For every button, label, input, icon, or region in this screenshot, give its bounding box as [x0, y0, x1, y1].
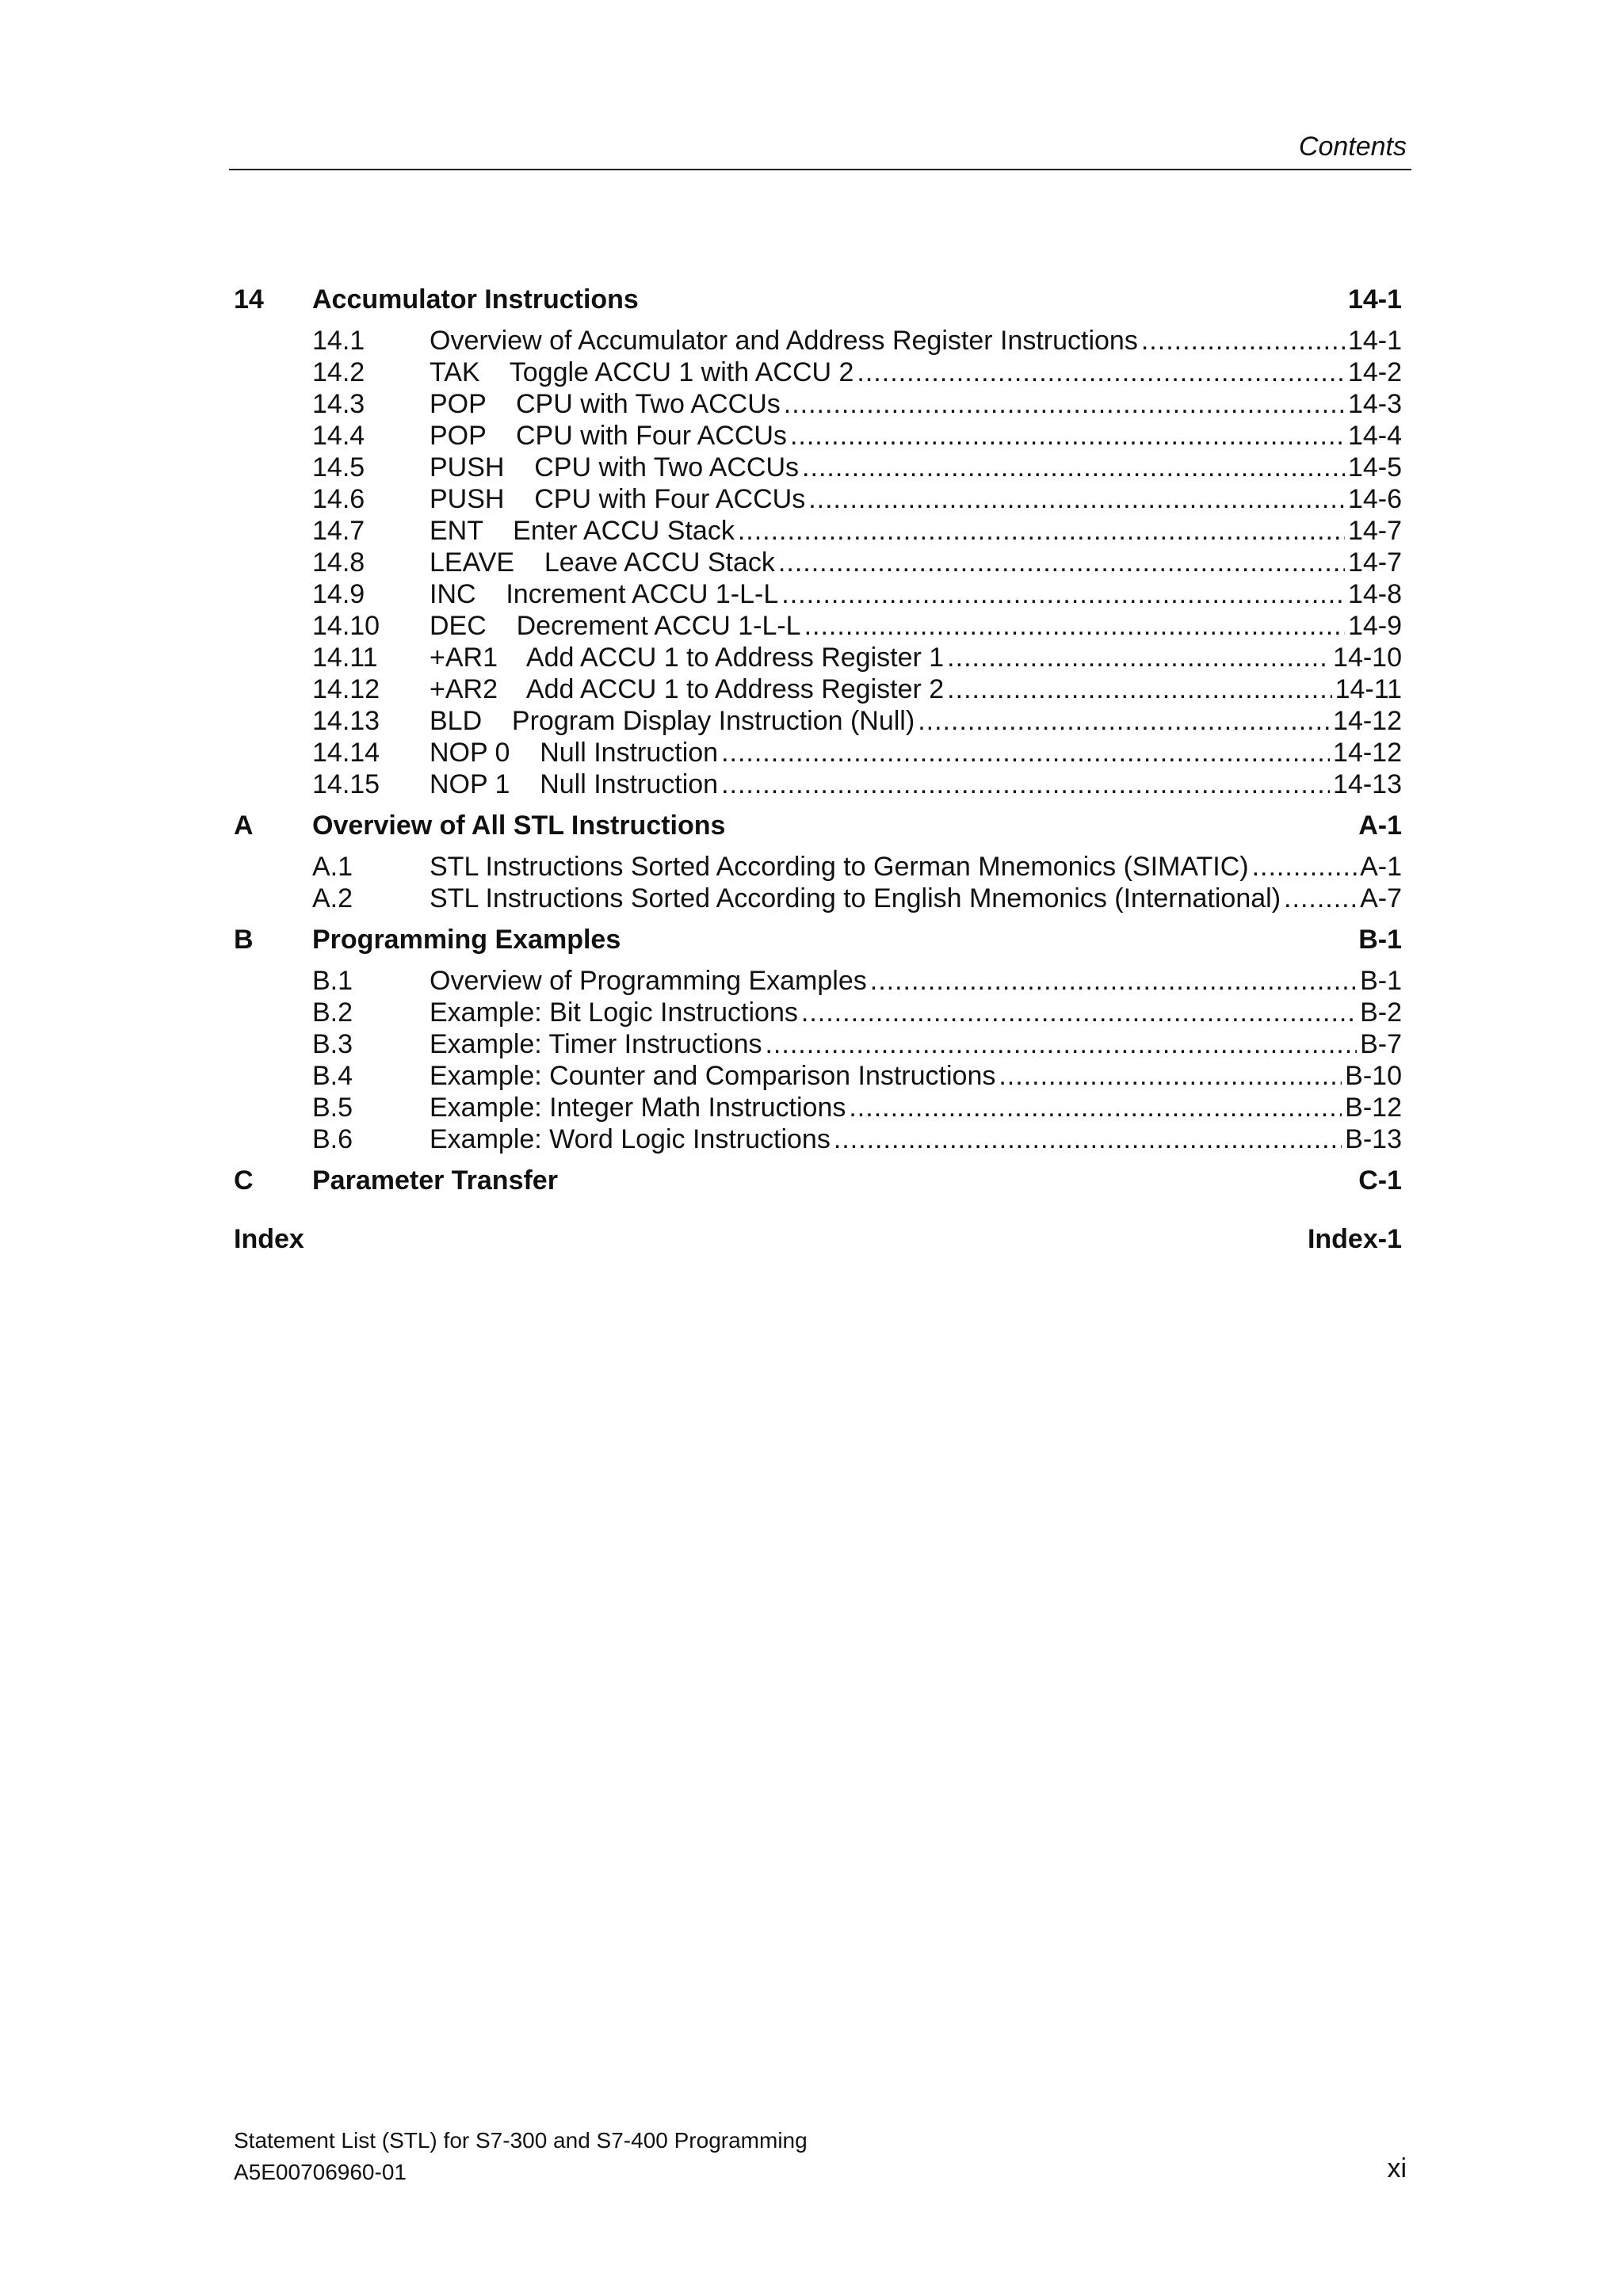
toc-entry-number: 14.11 — [312, 643, 378, 673]
toc-dot-leader — [849, 1092, 1342, 1123]
toc-entry-title: INC Increment ACCU 1-L-L — [430, 579, 779, 609]
toc-dot-leader — [802, 452, 1345, 483]
toc-dot-leader — [999, 1060, 1342, 1092]
toc-chapter-title: Overview of All STL Instructions — [312, 810, 726, 841]
toc-chapter-title: Parameter Transfer — [312, 1165, 558, 1196]
toc-entry-number: 14.2 — [312, 357, 365, 387]
toc-entry-title: TAK Toggle ACCU 1 with ACCU 2 — [430, 357, 854, 387]
toc-entry — [234, 769, 1402, 800]
toc-entry — [234, 388, 1402, 420]
toc-entry-title: Example: Word Logic Instructions — [430, 1124, 831, 1154]
toc-dot-leader — [918, 705, 1330, 737]
toc-entry-page: 14-13 — [1333, 769, 1402, 799]
toc-chapter-page: C-1 — [1358, 1165, 1402, 1196]
toc-entry — [234, 705, 1402, 737]
toc-dot-leader — [778, 547, 1345, 578]
toc-entry-title: NOP 1 Null Instruction — [430, 769, 719, 799]
toc-entry-number: B.3 — [312, 1029, 353, 1059]
toc-entry — [234, 420, 1402, 452]
toc-entry-title: BLD Program Display Instruction (Null) — [430, 706, 915, 736]
toc-chapter-number: Index — [234, 1224, 304, 1254]
footer-order-number: A5E00706960-01 — [234, 2160, 407, 2184]
toc-entry-number: 14.12 — [312, 674, 380, 704]
toc-entry-number: B.6 — [312, 1124, 353, 1154]
toc-entry — [234, 642, 1402, 673]
header-rule — [229, 169, 1411, 170]
toc-entry — [234, 547, 1402, 578]
toc-entry-number: B.1 — [312, 966, 353, 996]
running-header-title: Contents — [1298, 132, 1407, 162]
toc-dot-leader — [808, 483, 1345, 515]
toc-dot-leader — [765, 1028, 1357, 1060]
toc-entry — [234, 578, 1402, 610]
toc-chapter-number: A — [234, 810, 254, 841]
toc-entry-number: 14.13 — [312, 706, 380, 736]
toc-entry — [234, 325, 1402, 357]
toc-entry-title: POP CPU with Two ACCUs — [430, 389, 781, 419]
toc-dot-leader — [1284, 883, 1357, 914]
toc-entry-page: 14-1 — [1347, 326, 1402, 356]
toc-entry-title: NOP 0 Null Instruction — [430, 738, 719, 768]
toc-chapter-title: Programming Examples — [312, 925, 621, 955]
toc-chapter-number: B — [234, 925, 254, 955]
toc-entry — [234, 1060, 1402, 1092]
toc-entry-page: A-1 — [1360, 852, 1402, 882]
footer-page-number: xi — [1387, 2153, 1407, 2183]
toc-entry-title: ENT Enter ACCU Stack — [430, 516, 735, 546]
toc-entry-page: B-1 — [1360, 966, 1402, 996]
toc-entry-page: 14-10 — [1333, 643, 1402, 673]
toc-entry-list — [234, 848, 1402, 917]
toc-entry-title: DEC Decrement ACCU 1-L-L — [430, 611, 801, 641]
toc-entry — [234, 965, 1402, 997]
toc-entry-page: 14-9 — [1347, 611, 1402, 641]
toc-entry — [234, 673, 1402, 705]
toc-entry-number: A.2 — [312, 883, 353, 913]
toc-dot-leader — [721, 737, 1330, 769]
toc-dot-leader — [857, 357, 1345, 388]
toc-entry-number: 14.4 — [312, 421, 365, 451]
toc-entry-page: B-13 — [1345, 1124, 1402, 1154]
toc-dot-leader — [947, 642, 1330, 673]
toc-entry-number: 14.10 — [312, 611, 380, 641]
toc-dot-leader — [870, 965, 1357, 997]
toc-dot-leader — [790, 420, 1345, 452]
toc-entry-list — [234, 962, 1402, 1158]
toc-entry — [234, 737, 1402, 769]
toc-chapter-page: Index-1 — [1307, 1224, 1402, 1254]
table-of-contents — [234, 277, 1402, 1276]
toc-spacer — [234, 1261, 1402, 1276]
toc-chapter-number: 14 — [234, 284, 264, 315]
toc-entry-page: A-7 — [1360, 883, 1402, 913]
toc-dot-leader — [947, 673, 1331, 705]
toc-entry — [234, 851, 1402, 883]
toc-entry-page: 14-11 — [1335, 674, 1402, 704]
toc-entry-title: Example: Integer Math Instructions — [430, 1093, 846, 1123]
toc-entry-number: 14.14 — [312, 738, 380, 768]
toc-entry-number: 14.6 — [312, 484, 365, 514]
toc-entry-page: B-12 — [1345, 1093, 1402, 1123]
toc-entry-page: 14-2 — [1347, 357, 1402, 387]
toc-entry — [234, 1092, 1402, 1123]
toc-entry-title: Example: Counter and Comparison Instructions — [430, 1061, 996, 1091]
toc-entry-number: B.4 — [312, 1061, 353, 1091]
toc-entry-page: 14-7 — [1347, 547, 1402, 578]
toc-entry — [234, 883, 1402, 914]
toc-entry-number: B.2 — [312, 997, 353, 1028]
toc-spacer — [234, 1203, 1402, 1217]
toc-entry-title: PUSH CPU with Four ACCUs — [430, 484, 806, 514]
toc-dot-leader — [1252, 851, 1357, 883]
toc-entry-page: 14-8 — [1347, 579, 1402, 609]
toc-chapter-row — [234, 803, 1402, 848]
toc-entry-title: +AR2 Add ACCU 1 to Address Register 2 — [430, 674, 945, 704]
toc-chapter-row — [234, 1217, 1402, 1261]
toc-entry-title: Example: Bit Logic Instructions — [430, 997, 798, 1028]
toc-entry — [234, 1123, 1402, 1155]
toc-entry-number: 14.5 — [312, 452, 365, 482]
toc-dot-leader — [834, 1123, 1342, 1155]
toc-entry-page: 14-12 — [1333, 706, 1402, 736]
toc-entry-title: STL Instructions Sorted According to German Mnemonics (SIMATIC) — [430, 852, 1249, 882]
footer-document-title: Statement List (STL) for S7-300 and S7-400 Programming — [234, 2128, 808, 2153]
toc-entry-page: 14-5 — [1347, 452, 1402, 482]
toc-entry-page: 14-7 — [1347, 516, 1402, 546]
toc-entry-number: 14.1 — [312, 326, 365, 356]
toc-entry-number: 14.15 — [312, 769, 380, 799]
toc-dot-leader — [1141, 325, 1345, 357]
toc-chapter-title: Accumulator Instructions — [312, 284, 639, 315]
toc-entry-title: LEAVE Leave ACCU Stack — [430, 547, 775, 578]
toc-chapter-page: 14-1 — [1347, 284, 1402, 315]
toc-entry-title: PUSH CPU with Two ACCUs — [430, 452, 800, 482]
toc-chapter-number: C — [234, 1165, 254, 1196]
toc-dot-leader — [801, 997, 1357, 1028]
toc-entry-title: Overview of Programming Examples — [430, 966, 867, 996]
toc-entry-page: B-2 — [1360, 997, 1402, 1028]
toc-chapter-page: B-1 — [1358, 925, 1402, 955]
toc-entry — [234, 483, 1402, 515]
toc-entry — [234, 357, 1402, 388]
toc-chapter-page: A-1 — [1358, 810, 1402, 841]
toc-entry-page: 14-4 — [1347, 421, 1402, 451]
toc-entry — [234, 515, 1402, 547]
toc-entry — [234, 610, 1402, 642]
toc-entry-page: 14-3 — [1347, 389, 1402, 419]
toc-entry-number: 14.3 — [312, 389, 365, 419]
toc-entry-number: 14.9 — [312, 579, 365, 609]
toc-dot-leader — [738, 515, 1345, 547]
toc-entry-title: +AR1 Add ACCU 1 to Address Register 1 — [430, 643, 945, 673]
toc-entry-page: B-7 — [1360, 1029, 1402, 1059]
toc-entry-title: STL Instructions Sorted According to English Mnemonics (International) — [430, 883, 1281, 913]
toc-dot-leader — [804, 610, 1345, 642]
toc-entry — [234, 997, 1402, 1028]
toc-entry-number: 14.7 — [312, 516, 365, 546]
toc-chapter-row — [234, 917, 1402, 962]
toc-chapter-row — [234, 277, 1402, 322]
toc-entry — [234, 1028, 1402, 1060]
toc-dot-leader — [721, 769, 1330, 800]
toc-entry-title: POP CPU with Four ACCUs — [430, 421, 787, 451]
toc-entry-title: Overview of Accumulator and Address Register Instructions — [430, 326, 1138, 356]
toc-entry — [234, 452, 1402, 483]
toc-chapter-row — [234, 1158, 1402, 1203]
toc-entry-number: B.5 — [312, 1093, 353, 1123]
toc-entry-page: 14-6 — [1347, 484, 1402, 514]
toc-dot-leader — [784, 388, 1345, 420]
toc-dot-leader — [781, 578, 1345, 610]
toc-entry-title: Example: Timer Instructions — [430, 1029, 762, 1059]
toc-entry-number: 14.8 — [312, 547, 365, 578]
toc-entry-list — [234, 322, 1402, 803]
toc-entry-page: B-10 — [1345, 1061, 1402, 1091]
toc-entry-number: A.1 — [312, 852, 353, 882]
toc-entry-page: 14-12 — [1333, 738, 1402, 768]
